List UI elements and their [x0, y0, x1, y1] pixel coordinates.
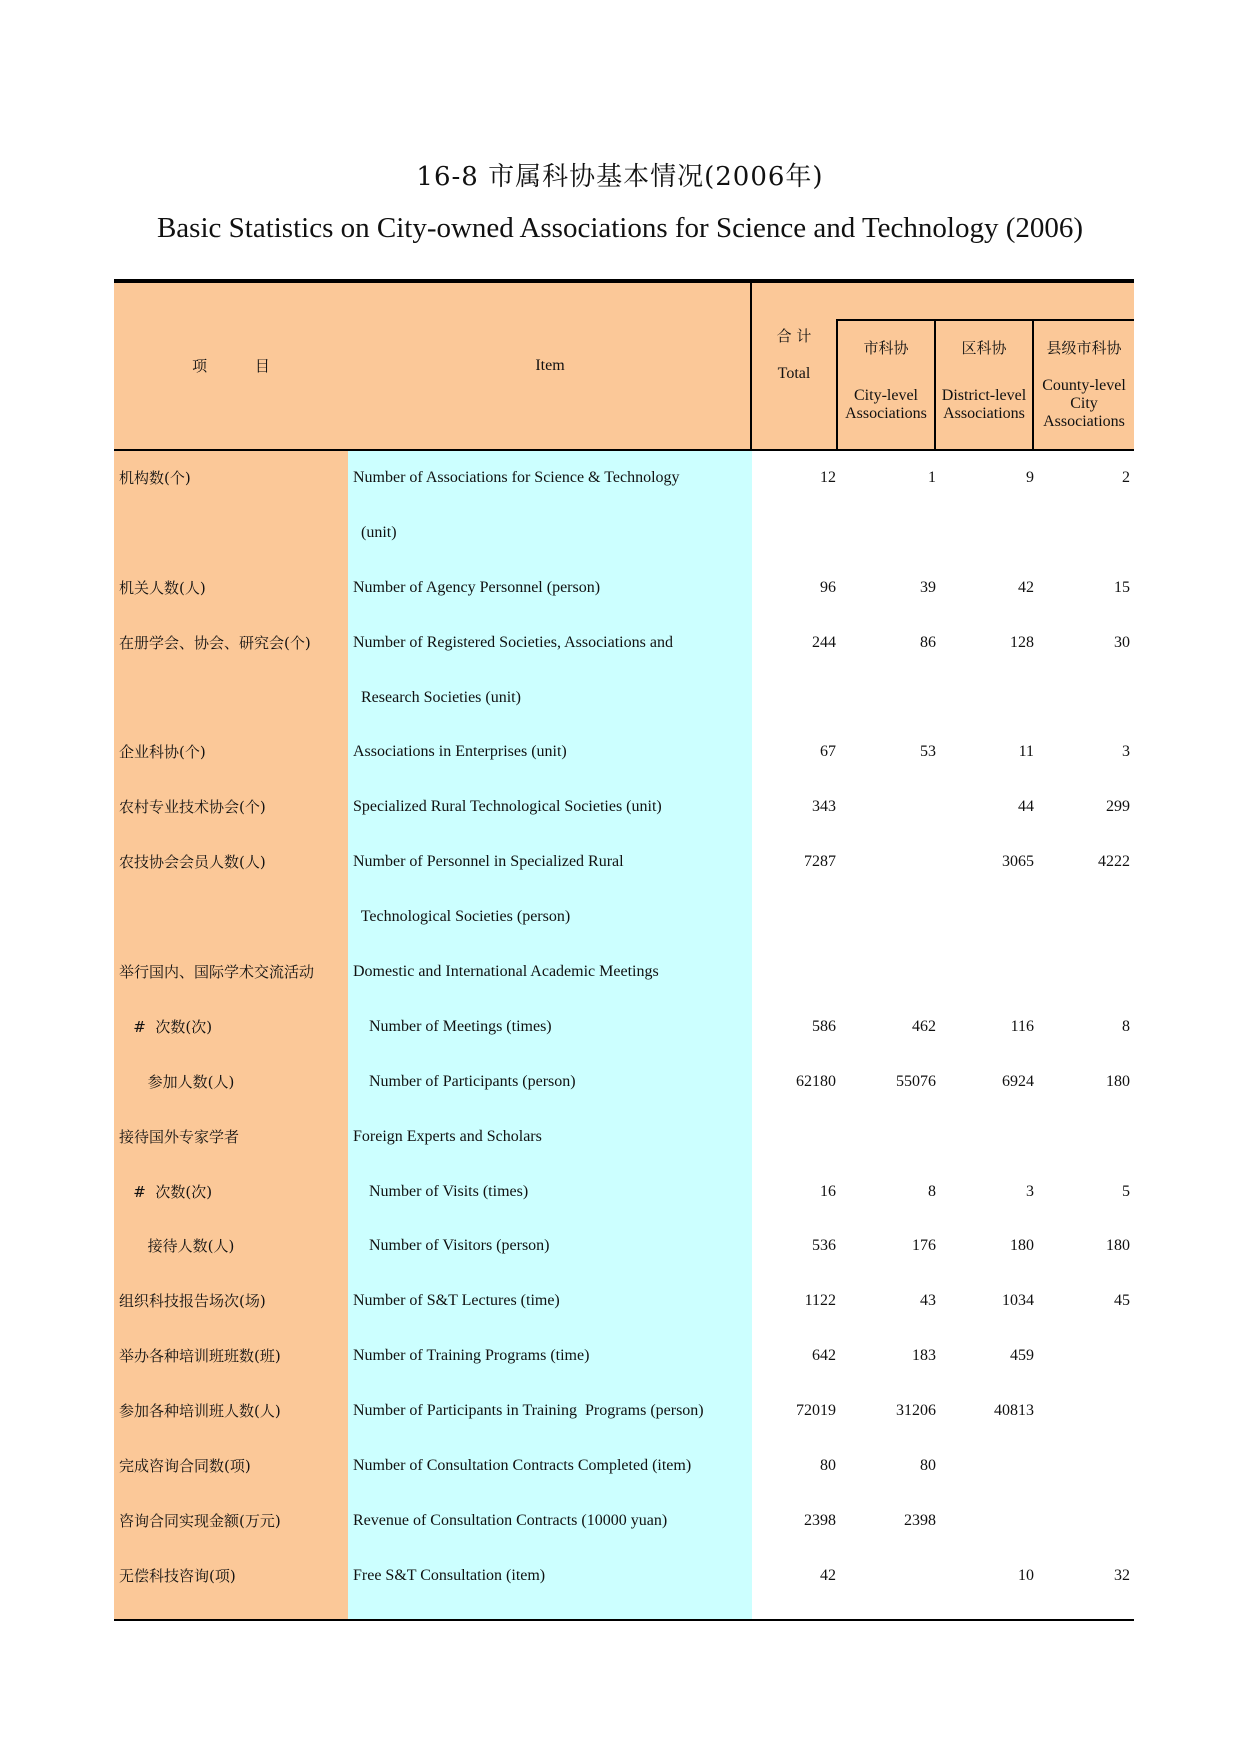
cell-county-level: 30 [1114, 633, 1130, 651]
cell-district-level: 9 [1026, 469, 1034, 486]
row-label-english: Number of Meetings (times) [353, 1017, 552, 1035]
cell-county-level: 5 [1122, 1182, 1130, 1200]
row-label-english: Number of Visits (times) [353, 1182, 529, 1200]
cell-county-level: 3 [1122, 743, 1130, 761]
row-label-english: Number of Associations for Science & Technology [353, 469, 680, 486]
cell-total [754, 945, 836, 1000]
cell-district-level: 42 [1018, 578, 1034, 596]
header-district-english: District-level Associations [941, 387, 1027, 422]
cell-total [754, 890, 836, 945]
cell-county-level: 4222 [1098, 853, 1130, 871]
row-label-english: Associations in Enterprises (unit) [353, 743, 567, 761]
cell-city-level [838, 506, 936, 561]
cell-total: 80 [820, 1457, 836, 1475]
cell-district-level: 6924 [1002, 1072, 1034, 1090]
row-label-chinese: 机构数(个) [119, 469, 191, 487]
cell-county-level [1034, 945, 1130, 1000]
row-label-english: Number of Registered Societies, Associations and [353, 633, 673, 651]
cell-total [754, 671, 836, 726]
row-label-chinese [119, 890, 347, 945]
cell-total: 536 [812, 1237, 836, 1255]
cell-city-level [838, 1549, 936, 1604]
row-label-english: Specialized Rural Technological Societies (unit) [353, 798, 662, 816]
header-total-chinese: 合 计 [776, 327, 812, 345]
cell-total: 12 [820, 469, 836, 486]
table-row [114, 1055, 1134, 1110]
cell-total: 7287 [804, 853, 836, 871]
cell-district-level [936, 945, 1034, 1000]
cell-county-level [1034, 890, 1130, 945]
cell-city-level [838, 780, 936, 835]
cell-city-level: 53 [920, 743, 936, 761]
row-label-english: Number of Agency Personnel (person) [353, 578, 601, 596]
table-row [114, 890, 1134, 945]
cell-county-level [1034, 1384, 1130, 1439]
table-row [114, 506, 1134, 561]
cell-district-level: 180 [1010, 1237, 1034, 1255]
cell-district-level [936, 1494, 1034, 1549]
cell-city-level: 183 [912, 1347, 936, 1365]
cell-city-level [838, 890, 936, 945]
row-label-english: Technological Societies (person) [353, 908, 571, 926]
cell-county-level: 45 [1114, 1292, 1130, 1310]
cell-county-level: 8 [1122, 1017, 1130, 1035]
cell-total: 586 [812, 1017, 836, 1035]
cell-district-level: 459 [1010, 1347, 1034, 1365]
table-row [114, 1165, 1134, 1220]
row-label-english: Number of Training Programs (time) [353, 1347, 590, 1365]
cell-total: 2398 [804, 1511, 836, 1529]
cell-total [754, 506, 836, 561]
statistics-table [114, 279, 1134, 1621]
cell-district-level: 1034 [1002, 1292, 1034, 1310]
table-row [114, 671, 1134, 726]
header-district-chinese: 区科协 [961, 339, 1007, 357]
cell-city-level: 31206 [896, 1402, 936, 1420]
cell-county-level [1034, 671, 1130, 726]
cell-district-level: 3065 [1002, 853, 1034, 871]
table-row [114, 451, 1134, 506]
row-label-chinese: 参加各种培训班人数(人) [119, 1402, 281, 1421]
cell-total: 16 [820, 1182, 836, 1200]
cell-city-level [838, 945, 936, 1000]
header-item-chinese: 项 目 [192, 357, 270, 375]
cell-county-level: 180 [1106, 1072, 1130, 1090]
table-row [114, 1384, 1134, 1439]
header-county-chinese: 县级市科协 [1046, 339, 1122, 357]
row-label-chinese: 举办各种培训班班数(班) [119, 1347, 281, 1366]
table-row [114, 1439, 1134, 1494]
row-label-english: Revenue of Consultation Contracts (10000 yuan) [353, 1511, 668, 1529]
header-subgroup-rule [836, 319, 1134, 321]
cell-city-level: 86 [920, 633, 936, 651]
table-row [114, 1549, 1134, 1604]
row-label-english: Number of Participants in Training Programs (person) [353, 1402, 704, 1420]
row-label-english: Number of S&T Lectures (time) [353, 1292, 560, 1310]
table-row [114, 725, 1134, 780]
cell-county-level [1034, 506, 1130, 561]
cell-district-level: 11 [1018, 743, 1034, 761]
row-label-chinese: 举行国内、国际学术交流活动 [119, 963, 315, 982]
cell-district-level [936, 1439, 1034, 1494]
cell-district-level: 116 [1010, 1017, 1034, 1035]
table-row [114, 1329, 1134, 1384]
cell-total: 244 [812, 633, 836, 651]
cell-county-level: 180 [1106, 1237, 1130, 1255]
cell-district-level [936, 671, 1034, 726]
cell-total: 96 [820, 578, 836, 596]
table-row [114, 1110, 1134, 1165]
cell-city-level [838, 835, 936, 890]
table-body [114, 451, 1134, 1604]
cell-county-level: 2 [1122, 469, 1130, 486]
table-row [114, 1219, 1134, 1274]
page-title-english: Basic Statistics on City-owned Associations for Science and Technology (2006) [156, 212, 1084, 244]
cell-district-level: 40813 [994, 1402, 1034, 1420]
row-label-chinese: # 次数(次) [119, 1017, 213, 1036]
table-row [114, 945, 1134, 1000]
cell-city-level: 43 [920, 1292, 936, 1310]
cell-total: 67 [820, 743, 836, 761]
cell-city-level: 176 [912, 1237, 936, 1255]
cell-county-level [1034, 1329, 1130, 1384]
row-label-chinese: # 次数(次) [119, 1182, 213, 1201]
row-label-english: (unit) [353, 523, 397, 541]
table-row [114, 561, 1134, 616]
table-row [114, 1000, 1134, 1055]
cell-district-level: 10 [1018, 1566, 1034, 1584]
cell-county-level: 299 [1106, 798, 1130, 816]
cell-total: 42 [820, 1566, 836, 1584]
cell-city-level: 2398 [904, 1511, 936, 1529]
cell-total: 642 [812, 1347, 836, 1365]
cell-county-level: 15 [1114, 578, 1130, 596]
cell-district-level [936, 890, 1034, 945]
cell-city-level: 462 [912, 1017, 936, 1035]
row-label-chinese: 机关人数(人) [119, 578, 206, 597]
table-row [114, 1274, 1134, 1329]
page-title-chinese: 16-8 市属科协基本情况(2006年) [416, 162, 824, 192]
header-county-english: County-level City Associations [1042, 377, 1126, 430]
cell-district-level: 3 [1026, 1182, 1034, 1200]
cell-city-level: 1 [928, 469, 936, 486]
row-label-english: Foreign Experts and Scholars [353, 1127, 542, 1145]
cell-city-level: 80 [920, 1457, 936, 1475]
cell-district-level [936, 1110, 1034, 1165]
row-label-english: Number of Consultation Contracts Completed (item) [353, 1457, 692, 1475]
row-label-english: Number of Visitors (person) [353, 1237, 550, 1255]
row-label-chinese: 参加人数(人) [119, 1072, 235, 1091]
cell-city-level: 8 [928, 1182, 936, 1200]
row-label-chinese: 接待国外专家学者 [119, 1127, 240, 1146]
table-row [114, 1494, 1134, 1549]
table-bottom-rule [114, 1619, 1134, 1621]
cell-county-level: 32 [1114, 1566, 1130, 1584]
cell-city-level: 39 [920, 578, 936, 596]
row-label-english: Free S&T Consultation (item) [353, 1566, 546, 1584]
cell-city-level [838, 1110, 936, 1165]
row-label-english: Number of Personnel in Specialized Rural [353, 853, 624, 871]
cell-total: 62180 [796, 1072, 836, 1090]
row-label-english: Research Societies (unit) [353, 688, 521, 706]
cell-district-level [936, 506, 1034, 561]
row-label-chinese [119, 506, 347, 561]
header-total-english: Total [777, 365, 811, 382]
row-label-english: Number of Participants (person) [353, 1072, 576, 1090]
header-city-english: City-level Associations [845, 387, 927, 422]
header-item-english: Item [535, 357, 565, 374]
row-label-chinese: 咨询合同实现金额(万元) [119, 1511, 281, 1530]
row-label-english: Domestic and International Academic Meetings [353, 963, 659, 981]
cell-total: 343 [812, 798, 836, 816]
cell-district-level: 44 [1018, 798, 1034, 816]
cell-district-level: 128 [1010, 633, 1034, 651]
cell-county-level [1034, 1494, 1130, 1549]
cell-city-level [838, 671, 936, 726]
header-city-chinese: 市科协 [863, 339, 909, 357]
row-label-chinese [119, 671, 347, 726]
table-row [114, 616, 1134, 671]
row-label-chinese: 企业科协(个) [119, 743, 206, 762]
cell-total: 1122 [804, 1292, 836, 1310]
row-label-chinese: 农村专业技术协会(个) [119, 798, 266, 817]
row-label-chinese: 无偿科技咨询(项) [119, 1566, 236, 1585]
cell-total [754, 1110, 836, 1165]
table-row [114, 835, 1134, 890]
row-label-chinese: 在册学会、协会、研究会(个) [119, 633, 311, 652]
row-label-chinese: 农技协会会员人数(人) [119, 853, 266, 872]
cell-city-level: 55076 [896, 1072, 936, 1090]
cell-county-level [1034, 1439, 1130, 1494]
row-label-chinese: 接待人数(人) [119, 1237, 235, 1256]
row-label-chinese: 完成咨询合同数(项) [119, 1457, 251, 1476]
table-row [114, 780, 1134, 835]
cell-county-level [1034, 1110, 1130, 1165]
cell-total: 72019 [796, 1402, 836, 1420]
row-label-chinese: 组织科技报告场次(场) [119, 1292, 266, 1311]
